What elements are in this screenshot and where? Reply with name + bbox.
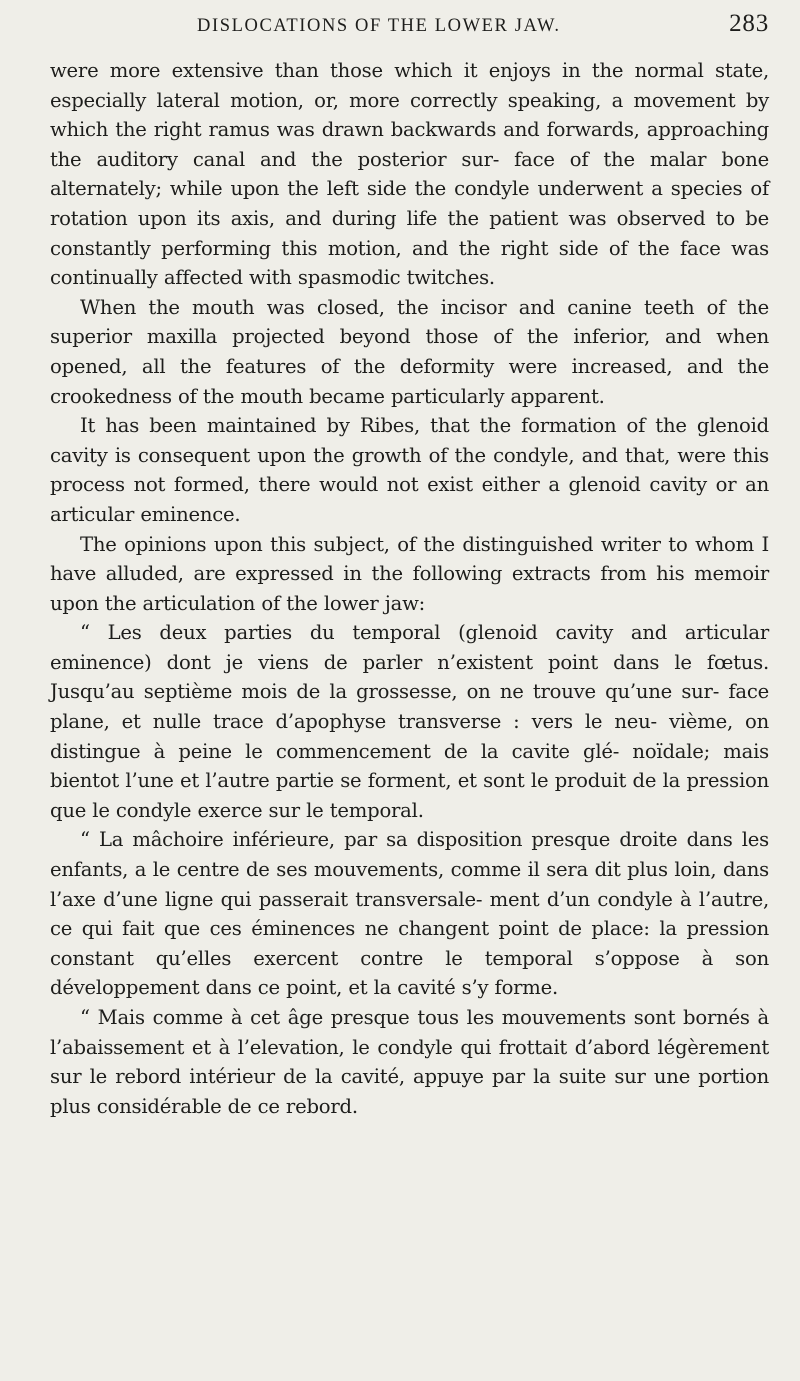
paragraph-mouth-closed: When the mouth was closed, the incisor and canine teeth of the superior maxilla projected beyond those of the inferior, and when opened, all the features of the deformity were increased, and the crookedness of the mouth became particularly apparent. [50, 295, 769, 408]
paragraph-ribes: It has been maintained by Ribes, that the formation of the glenoid cavity is consequent upon the growth of the condyle, and that, were this process not formed, there would not exist either a glenoid cavity or an articular eminence. [50, 414, 769, 526]
paragraph-continued: were more extensive than those which it enjoys in the normal state, especially lateral motion, or, more correctly speaking, a movement by which the right ramus was drawn backwards and forwards, approaching the auditory canal and the posterior sur- face of the malar bone alternately; while upon the left side the condyle underwent a species of rotation upon its axis, and during life the patient was observed to be constantly performing this motion, and the right side of the face was continually affected with spasmodic twitches. [50, 59, 769, 290]
paragraph-opinions: The opinions upon this subject, of the distinguished writer to whom I have alluded, are expressed in the following extracts from his memoir upon the articulation of the lower jaw: [50, 532, 769, 615]
running-title: DISLOCATIONS OF THE LOWER JAW. [197, 16, 561, 36]
page-number: 283 [729, 10, 769, 37]
quotation-machoire: “ La mâchoire inférieure, par sa disposition presque droite dans les enfants, a le centre de ses mouvements, comme il sera dit plus loin, dans l’axe d’une ligne qui passerait transversale- ment d’un condyle à l’autre, ce qui fait que ces éminences ne changent point de place: la pression constant qu’elles exercent contre le temporal s’oppose à son développement dans ce point, et la cavité s’y forme. [50, 828, 769, 1000]
running-head [0, 10, 800, 40]
body-text [50, 56, 769, 1121]
quotation-mouvements: “ Mais comme à cet âge presque tous les mouvements sont bornés à l’abaissement et à l’elevation, le condyle qui frottait d’abord légèrement sur le rebord intérieur de la cavité, appuye par la suite sur une portion plus considérable de ce rebord. [50, 1006, 769, 1118]
quotation-temporal: “ Les deux parties du temporal (glenoid cavity and articular eminence) dont je viens de parler n’existent point dans le fœtus. Jusqu’au septième mois de la grossesse, on ne trouve qu’une sur- face plane, et nulle trace d’apophyse transverse : vers le neu- vième, on distingue à peine le commencement de la cavite glé- noïdale; mais bientot l’une et l’autre partie se forment, et sont le produit de la pression que le condyle exerce sur le temporal. [50, 621, 769, 822]
